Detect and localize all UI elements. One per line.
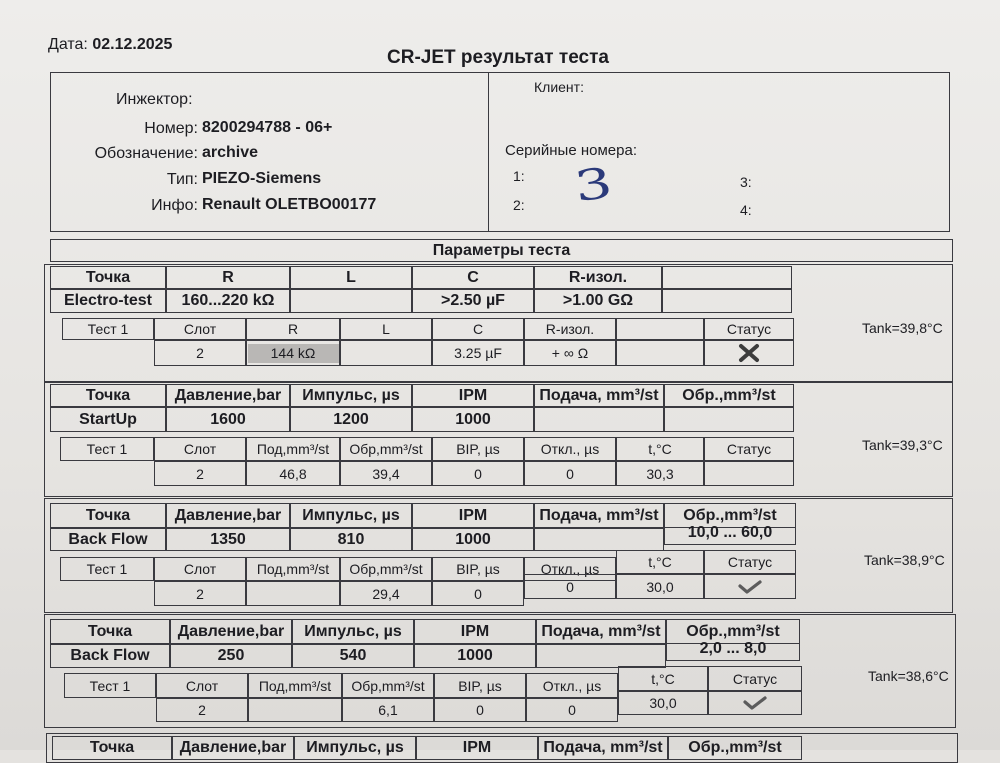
s1-th-slot: Слот <box>154 437 246 461</box>
s2-th-dev: Откл., µs <box>524 557 616 581</box>
s3-h-delivery: Подача, mm³/st <box>536 619 666 644</box>
s3-t-dev: 0 <box>526 698 618 722</box>
s1-t-del: 46,8 <box>246 461 340 486</box>
electro-row-empty <box>662 289 792 313</box>
s2-t-ret: 29,4 <box>340 581 432 606</box>
s2-t-dev: 0 <box>524 574 616 599</box>
s3-return: 2,0 ... 8,0 <box>666 637 800 661</box>
s1-pressure: 1600 <box>166 407 290 432</box>
s1-th-ret: Обр,mm³/st <box>340 437 432 461</box>
s2-h-pulse: Импульс, µs <box>290 503 412 528</box>
cross-icon <box>738 343 760 363</box>
s2-h-point: Точка <box>50 503 166 528</box>
info-value: Renault OLETBO00177 <box>202 196 377 213</box>
s3-ipm: 1000 <box>414 644 536 668</box>
electro-header-l: L <box>290 266 412 289</box>
s2-test-label: Тест 1 <box>60 557 154 581</box>
s1-t-temp: 30,3 <box>616 461 704 486</box>
info-label: Инфо: <box>151 197 198 214</box>
s2-pulse: 810 <box>290 528 412 551</box>
s3-tank: Tank=38,6°C <box>868 668 949 684</box>
s1-h-delivery: Подача, mm³/st <box>534 384 664 407</box>
header-divider <box>488 72 489 232</box>
s3-h-point: Точка <box>50 619 170 644</box>
s2-h-pressure: Давление,bar <box>166 503 290 528</box>
s3-h-pulse: Импульс, µs <box>292 619 414 644</box>
designation-value: archive <box>202 144 259 161</box>
s4-h-point: Точка <box>52 736 172 760</box>
s1-t-ret: 39,4 <box>340 461 432 486</box>
serial-3-label: 3: <box>740 174 752 190</box>
electro-row-c: >2.50 µF <box>412 289 534 313</box>
s2-h-delivery: Подача, mm³/st <box>534 503 664 528</box>
electro-test-h-c: C <box>432 318 524 340</box>
s3-test-label: Тест 1 <box>64 673 156 698</box>
s3-th-del: Под,mm³/st <box>248 673 342 698</box>
s2-h-return: Обр.,mm³/st <box>664 503 796 528</box>
s3-point: Back Flow <box>50 644 170 668</box>
s2-th-slot: Слот <box>154 557 246 581</box>
s3-h-return: Обр.,mm³/st <box>666 619 800 644</box>
s3-t-ret: 6,1 <box>342 698 434 722</box>
electro-test-h-empty <box>616 318 704 340</box>
electro-test-h-r: R <box>246 318 340 340</box>
s2-t-status <box>704 574 796 599</box>
electro-test-c: 3.25 µF <box>432 340 524 366</box>
s3-t-temp: 30,0 <box>618 691 708 715</box>
electro-test-l <box>340 340 432 366</box>
s1-t-bip: 0 <box>432 461 524 486</box>
s3-pressure: 250 <box>170 644 292 668</box>
s4-h-ipm: IPM <box>416 736 538 760</box>
s3-pulse: 540 <box>292 644 414 668</box>
serial-4-label: 4: <box>740 202 752 218</box>
electro-test-empty <box>616 340 704 366</box>
s1-t-status <box>704 461 794 486</box>
electro-header-riso: R-изол. <box>534 266 662 289</box>
s2-th-temp: t,°C <box>616 550 704 574</box>
s1-h-return: Обр.,mm³/st <box>664 384 794 407</box>
electro-row-riso: >1.00 GΩ <box>534 289 662 313</box>
s1-t-slot: 2 <box>154 461 246 486</box>
s1-th-dev: Откл., µs <box>524 437 616 461</box>
type-label: Тип: <box>166 171 198 188</box>
serial-2-label: 2: <box>513 197 525 213</box>
s1-pulse: 1200 <box>290 407 412 432</box>
s3-delivery <box>536 644 666 668</box>
electro-row-point: Electro-test <box>50 289 166 313</box>
electro-test-slot: 2 <box>154 340 246 366</box>
electro-test-status <box>704 340 794 366</box>
s2-pressure: 1350 <box>166 528 290 551</box>
s2-th-bip: BIP, µs <box>432 557 524 581</box>
electro-test-h-status: Статус <box>704 318 794 340</box>
electro-test-label: Тест 1 <box>62 318 154 340</box>
s1-h-pressure: Давление,bar <box>166 384 290 407</box>
s3-t-del <box>248 698 342 722</box>
electro-test-h-slot: Слот <box>154 318 246 340</box>
s1-h-point: Точка <box>50 384 166 407</box>
s1-return <box>664 407 794 432</box>
s1-th-temp: t,°C <box>616 437 704 461</box>
s2-th-status: Статус <box>704 550 796 574</box>
date-line <box>48 36 172 54</box>
date-label: Дата: <box>48 36 88 53</box>
s4-h-pulse: Импульс, µs <box>294 736 416 760</box>
s3-th-bip: BIP, µs <box>434 673 526 698</box>
s3-t-bip: 0 <box>434 698 526 722</box>
electro-header-r: R <box>166 266 290 289</box>
electro-row-r: 160...220 kΩ <box>166 289 290 313</box>
s3-th-slot: Слот <box>156 673 248 698</box>
electro-test-r: 144 kΩ <box>270 345 316 361</box>
s1-tank: Tank=39,3°C <box>862 437 943 453</box>
number-label: Номер: <box>144 120 198 137</box>
s1-delivery <box>534 407 664 432</box>
electro-header-c: C <box>412 266 534 289</box>
s1-t-dev: 0 <box>524 461 616 486</box>
serial-1-label: 1: <box>513 168 525 184</box>
page-title: CR-JET результат теста <box>387 47 609 68</box>
s1-th-status: Статус <box>704 437 794 461</box>
injector-heading: Инжектор: <box>116 91 193 108</box>
s1-th-bip: BIP, µs <box>432 437 524 461</box>
s2-th-ret: Обр,mm³/st <box>340 557 432 581</box>
s3-th-ret: Обр,mm³/st <box>342 673 434 698</box>
client-label: Клиент: <box>534 79 584 95</box>
s2-t-bip: 0 <box>432 581 524 606</box>
s2-th-del: Под,mm³/st <box>246 557 340 581</box>
s3-th-status: Статус <box>708 666 802 691</box>
electro-test-r-cell <box>246 340 340 366</box>
s4-h-pressure: Давление,bar <box>172 736 294 760</box>
designation-label: Обозначение: <box>94 145 198 162</box>
electro-test-riso: + ∞ Ω <box>524 340 616 366</box>
s2-tank: Tank=38,9°C <box>864 552 945 568</box>
handwritten-serial: 3 <box>571 157 616 212</box>
s2-h-ipm: IPM <box>412 503 534 528</box>
s1-h-pulse: Импульс, µs <box>290 384 412 407</box>
type-value: PIEZO-Siemens <box>202 170 322 187</box>
s3-th-temp: t,°C <box>618 666 708 691</box>
number-value: 8200294788 - 06+ <box>202 119 333 136</box>
s3-h-pressure: Давление,bar <box>170 619 292 644</box>
electro-row-l <box>290 289 412 313</box>
s1-ipm: 1000 <box>412 407 534 432</box>
s4-h-delivery: Подача, mm³/st <box>538 736 668 760</box>
check-icon <box>743 695 767 711</box>
s2-t-slot: 2 <box>154 581 246 606</box>
s3-t-status <box>708 691 802 715</box>
electro-header-empty <box>662 266 792 289</box>
s4-h-return: Обр.,mm³/st <box>668 736 802 760</box>
s2-return: 10,0 ... 60,0 <box>664 521 796 545</box>
s1-test-label: Тест 1 <box>60 437 154 461</box>
s2-point: Back Flow <box>50 528 166 551</box>
s3-h-ipm: IPM <box>414 619 536 644</box>
electro-test-h-riso: R-изол. <box>524 318 616 340</box>
s3-th-dev: Откл., µs <box>526 673 618 698</box>
electro-test-h-l: L <box>340 318 432 340</box>
check-icon <box>738 579 762 595</box>
s1-h-ipm: IPM <box>412 384 534 407</box>
serials-label: Серийные номера: <box>505 142 637 159</box>
s1-th-del: Под,mm³/st <box>246 437 340 461</box>
s2-t-del <box>246 581 340 606</box>
s2-t-temp: 30,0 <box>616 574 704 599</box>
s2-ipm: 1000 <box>412 528 534 551</box>
s1-point: StartUp <box>50 407 166 432</box>
s3-t-slot: 2 <box>156 698 248 722</box>
params-title: Параметры теста <box>50 239 953 262</box>
electro-tank: Tank=39,8°C <box>862 320 943 336</box>
date-value: 02.12.2025 <box>92 36 173 53</box>
electro-header-point: Точка <box>50 266 166 289</box>
s2-delivery <box>534 528 664 551</box>
